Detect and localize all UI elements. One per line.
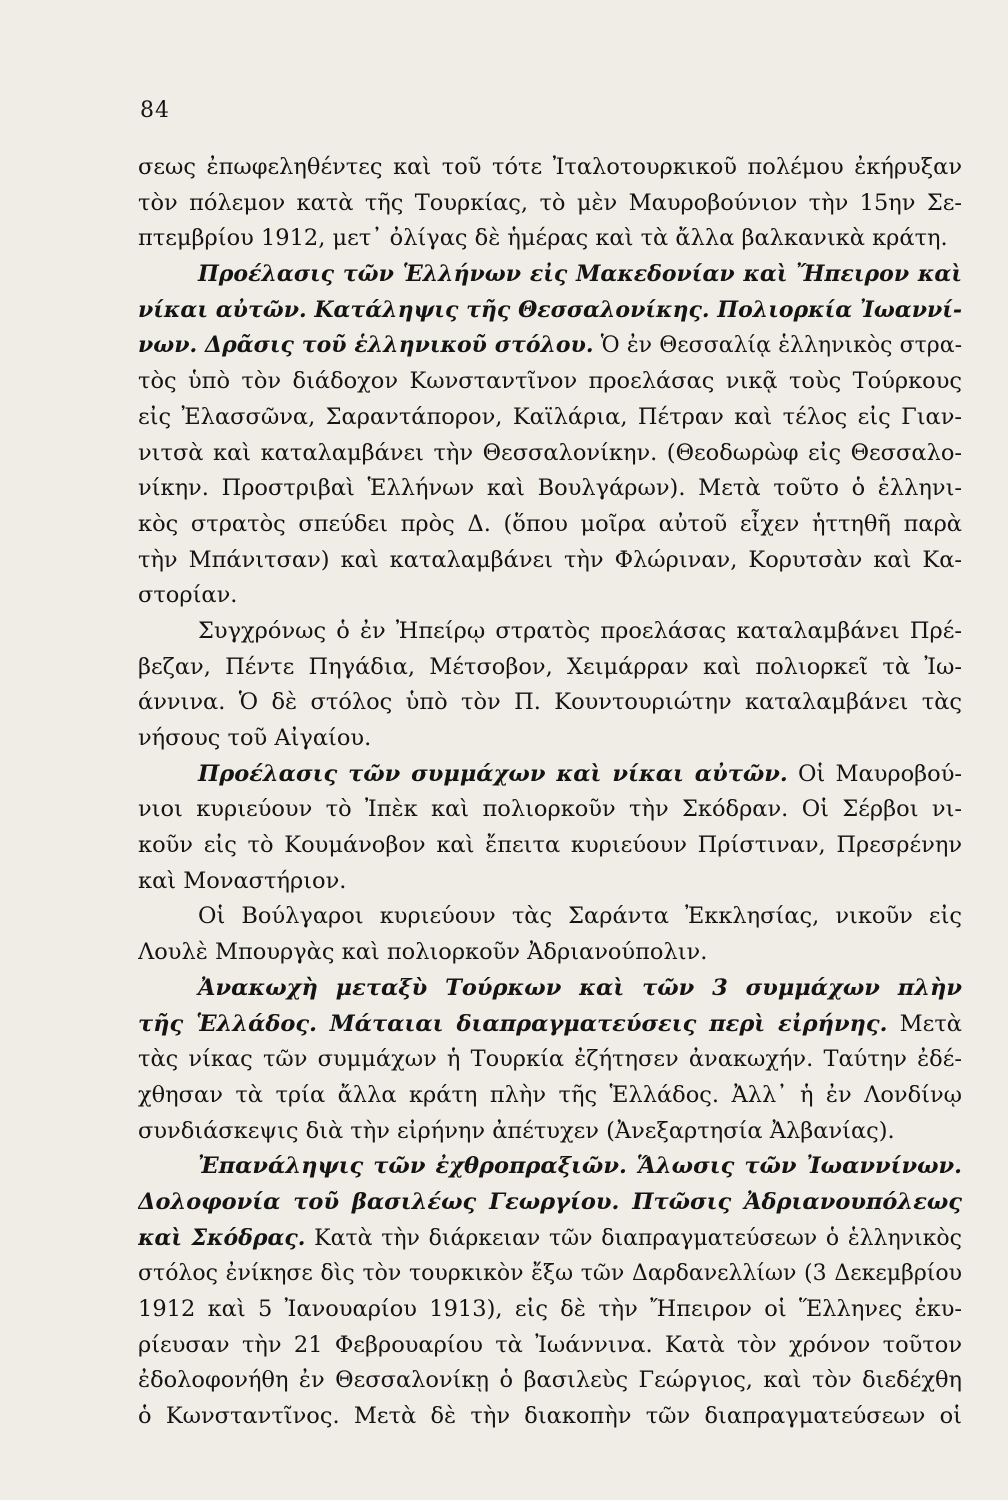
text-line: [138, 828, 962, 864]
section-heading-line: [138, 971, 962, 1007]
text-line: [138, 614, 962, 650]
section-heading-line: [138, 328, 962, 364]
section-heading: Ἀνακωχὴ μεταξὺ Τούρκων καὶ τῶν 3 συμμάχων πλὴν: [198, 974, 962, 1001]
text-line: [138, 471, 962, 507]
paragraph-text: τὴν Μπάνιτσαν) καὶ καταλαμβάνει τὴν Φλώριναν, Κορυτσὰν καὶ Κα-: [138, 546, 962, 573]
text-line: [138, 1328, 962, 1364]
text-line: [138, 543, 962, 579]
paragraph-text: τὰς νίκας τῶν συμμάχων ἡ Τουρκία ἐζήτησεν ἀνακωχήν. Ταύτην ἐδέ-: [138, 1046, 962, 1073]
paragraph-text: Ὁ ἐν Θεσσαλίᾳ ἑλληνικὸς στρα-: [593, 333, 962, 359]
text-line: [138, 364, 962, 400]
paragraph-text: Συγχρόνως ὁ ἐν Ἠπείρῳ στρατὸς προελάσας καταλαμβάνει Πρέ-: [198, 617, 962, 644]
section-heading: Ἐπανάληψις τῶν ἐχθροπραξιῶν. Ἅλωσις τῶν Ἰωαννίνων.: [198, 1153, 962, 1180]
paragraph-text: Οἱ Μαυροβού-: [787, 760, 962, 787]
section-heading: καὶ Σκόδρας.: [138, 1224, 306, 1251]
section-heading: Προέλασις τῶν συμμάχων καὶ νίκαι αὐτῶν.: [198, 760, 788, 787]
paragraph-text: καὶ Μοναστήριον.: [138, 867, 347, 894]
paragraph-text: Οἱ Βούλγαροι κυριεύουν τὰς Σαράντα Ἐκκλησίας, νικοῦν εἰς: [198, 903, 962, 930]
text-line: [138, 792, 962, 828]
paragraph-text: ρίευσαν τὴν 21 Φεβρουαρίου τὰ Ἰωάννινα. Κατὰ τὸν χρόνον τοῦτον: [138, 1331, 962, 1358]
text-line: [138, 1042, 962, 1078]
text-line: [138, 221, 962, 257]
section-heading: νων. Δρᾶσις τοῦ ἑλληνικοῦ στόλου.: [138, 332, 594, 359]
section-heading: Δολοφονία τοῦ βασιλέως Γεωργίου. Πτῶσις Ἀδριανουπόλεως: [138, 1188, 962, 1215]
text-line: [138, 899, 962, 935]
text-line: [138, 436, 962, 472]
text-line: [138, 507, 962, 543]
section-heading: νίκαι αὐτῶν. Κατάληψις τῆς Θεσσαλονίκης. Πολιορκία Ἰωαννί-: [138, 296, 962, 323]
paragraph-text: κὸς στρατὸς σπεύδει πρὸς Δ. (ὅπου μοῖρα αὐτοῦ εἶχεν ἡττηθῆ παρὰ: [138, 510, 962, 537]
paragraph-text: πτεμβρίου 1912, μετ᾽ ὀλίγας δὲ ἡμέρας καὶ τὰ ἄλλα βαλκανικὰ κράτη.: [138, 225, 948, 252]
text-line: [138, 864, 962, 900]
section-heading-line: [138, 757, 962, 793]
body-text: [138, 150, 962, 1435]
section-heading-line: [138, 257, 962, 293]
paragraph-text: στόλος ἐνίκησε δὶς τὸν τουρκικὸν ἔξω τῶν Δαρδανελλίων (3 Δεκεμβρίου: [138, 1261, 962, 1287]
section-heading: τῆς Ἑλλάδος. Μάταιαι διαπραγματεύσεις περὶ εἰρήνης.: [138, 1010, 888, 1037]
text-line: [138, 150, 962, 186]
text-line: [138, 400, 962, 436]
paragraph-text: στορίαν.: [138, 582, 238, 609]
paragraph-text: νιοι κυριεύουν τὸ Ἰπὲκ καὶ πολιορκοῦν τὴν Σκόδραν. Οἱ Σέρβοι νι-: [138, 796, 962, 823]
page-number: 84: [140, 98, 170, 123]
text-line: [138, 935, 962, 971]
section-heading-line: [138, 1185, 962, 1221]
paragraph-text: σεως ἐπωφεληθέντες καὶ τοῦ τότε Ἰταλοτουρκικοῦ πολέμου ἐκήρυξαν: [138, 154, 962, 180]
text-line: [138, 685, 962, 721]
paragraph-text: βεζαν, Πέντε Πηγάδια, Μέτσοβον, Χειμάρραν καὶ πολιορκεῖ τὰ Ἰω-: [138, 653, 962, 680]
text-line: [138, 1292, 962, 1328]
text-line: [138, 721, 962, 757]
text-line: [138, 578, 962, 614]
paragraph-text: Κατὰ τὴν διάρκειαν τῶν διαπραγματεύσεων ὁ ἑλληνικὸς: [305, 1225, 962, 1251]
paragraph-text: Λουλὲ Μπουργὰς καὶ πολιορκοῦν Ἀδριανούπολιν.: [138, 939, 708, 966]
paragraph-text: νίκην. Προστριβαὶ Ἑλλήνων καὶ Βουλγάρων). Μετὰ τοῦτο ὁ ἑλληνι-: [138, 475, 962, 502]
paragraph-text: τὸς ὑπὸ τὸν διάδοχον Κωνσταντῖνον προελάσας νικᾷ τοὺς Τούρκους: [138, 368, 962, 395]
paragraph-text: χθησαν τὰ τρία ἄλλα κράτη πλὴν τῆς Ἑλλάδος. Ἀλλ᾽ ἡ ἐν Λονδίνῳ: [138, 1081, 962, 1108]
paragraph-text: κοῦν εἰς τὸ Κουμάνοβον καὶ ἔπειτα κυριεύουν Πρίστιναν, Πρεσρένην: [138, 832, 962, 859]
section-heading: Προέλασις τῶν Ἑλλήνων εἰς Μακεδονίαν καὶ Ἤπειρον καὶ: [198, 261, 962, 288]
text-line: [138, 1363, 962, 1399]
paragraph-text: άννινα. Ὁ δὲ στόλος ὑπὸ τὸν Π. Κουντουριώτην καταλαμβάνει τὰς: [138, 689, 962, 716]
section-heading-line: [138, 1149, 962, 1185]
text-line: [138, 1078, 962, 1114]
text-line: [138, 650, 962, 686]
text-line: [138, 1399, 962, 1435]
paragraph-text: τὸν πόλεμον κατὰ τῆς Τουρκίας, τὸ μὲν Μαυροβούνιον τὴν 15ην Σε-: [138, 189, 962, 216]
section-heading-line: [138, 293, 962, 329]
paragraph-text: 1912 καὶ 5 Ἰανουαρίου 1913), εἰς δὲ τὴν Ἤπειρον οἱ Ἕλληνες ἐκυ-: [138, 1296, 962, 1322]
paragraph-text: εἰς Ἐλασσῶνα, Σαραντάπορον, Καϊλάρια, Πέτραν καὶ τέλος εἰς Γιαν-: [138, 403, 962, 430]
paragraph-text: Μετὰ: [887, 1010, 962, 1037]
section-heading-line: [138, 1221, 962, 1257]
paragraph-text: ὁ Κωνσταντῖνος. Μετὰ δὲ τὴν διακοπὴν τῶν διαπραγματεύσεων οἱ: [138, 1403, 962, 1430]
paragraph-text: ἐδολοφονήθη ἐν Θεσσαλονίκῃ ὁ βασιλεὺς Γεώργιος, καὶ τὸν διεδέχθη: [138, 1367, 962, 1394]
paragraph-text: συνδιάσκεψις διὰ τὴν εἰρήνην ἀπέτυχεν (Ἀνεξαρτησία Ἀλβανίας).: [138, 1117, 895, 1144]
text-line: [138, 1256, 962, 1292]
section-heading-line: [138, 1007, 962, 1043]
paragraph-text: νήσους τοῦ Αἰγαίου.: [138, 725, 372, 751]
paragraph-text: νιτσὰ καὶ καταλαμβάνει τὴν Θεσσαλονίκην. (Θεοδωρὼφ εἰς Θεσσαλο-: [138, 439, 962, 466]
text-line: [138, 1114, 962, 1150]
text-line: [138, 186, 962, 222]
